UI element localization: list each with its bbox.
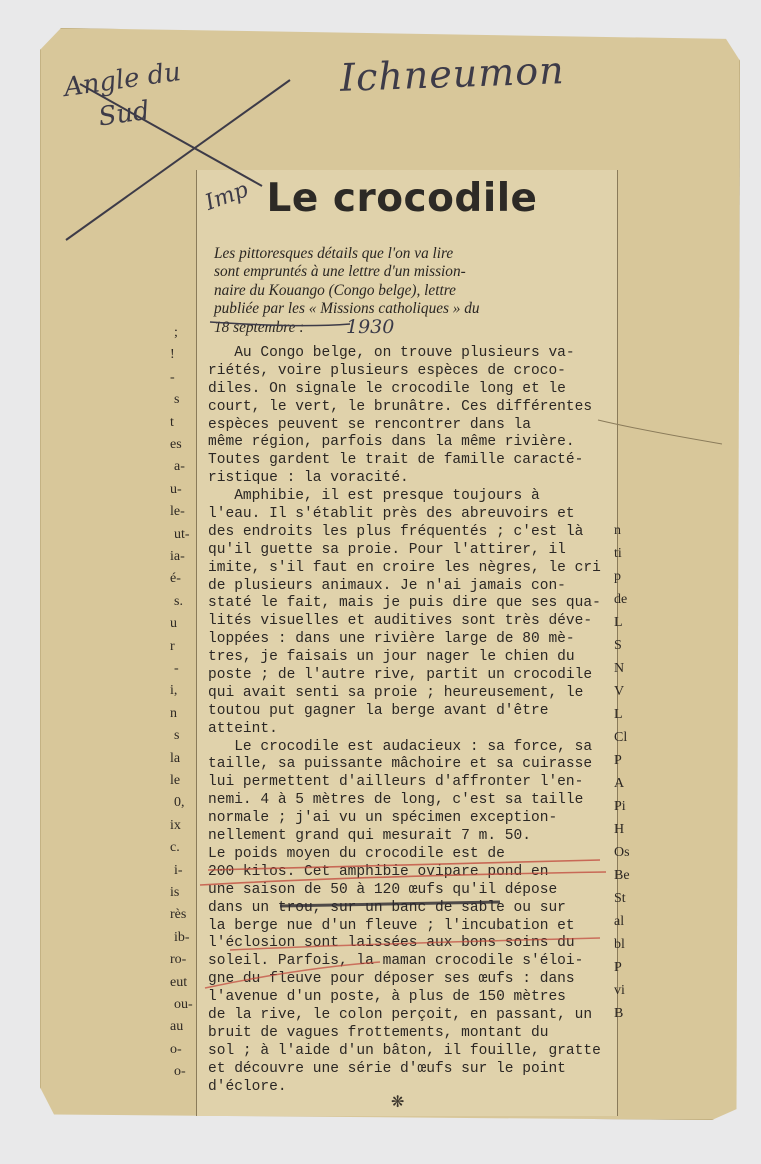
body-line: des endroits les plus fréquentés ; c'est là (208, 523, 584, 540)
left-fragment: c. (170, 840, 180, 856)
handwritten-line: Angle du (62, 57, 183, 104)
left-fragment: eut (170, 974, 188, 990)
body-line: riétés, voire plusieurs espèces de croco- (208, 362, 566, 379)
body-line: même région, parfois dans la même rivière. (208, 434, 575, 451)
left-fragment: s. (174, 593, 183, 609)
left-fragment: u- (170, 481, 182, 497)
left-fragment: i, (170, 683, 178, 699)
left-fragment: s (174, 728, 180, 744)
body-line: 200 kilos. Cet amphibie ovipare pond en (208, 863, 549, 880)
body-line: de la rive, le colon perçoit, en passant, un (208, 1006, 593, 1023)
left-fragment: s (174, 392, 180, 408)
body-line: sol ; à l'aide d'un bâton, il fouille, gratte (208, 1042, 601, 1059)
right-fragment: ti (614, 546, 622, 561)
right-fragment: V (614, 684, 625, 699)
strike-line (66, 80, 290, 240)
left-fragment: i- (174, 862, 183, 878)
left-fragment: ix (170, 817, 181, 833)
strike-line (80, 84, 262, 186)
body-line: gne du fleuve pour déposer ses œufs : dans (208, 971, 575, 988)
left-fragment: t (170, 414, 174, 430)
red-mark (230, 938, 600, 950)
intro-line: 18 septembre : (214, 318, 305, 336)
body-line: diles. On signale le crocodile long et le (208, 380, 566, 397)
body-line: Amphibie, il est presque toujours à (208, 488, 540, 505)
left-fragment: ! (170, 347, 175, 363)
body-line: ristique : la voracité. (208, 470, 409, 487)
body-line: nemi. 4 à 5 mètres de long, c'est sa taille (208, 792, 584, 809)
right-fragment: A (614, 776, 625, 791)
handwritten-year: 1930 (346, 316, 395, 338)
body-line: court, le vert, le brunâtre. Ces différentes (208, 398, 593, 415)
body-line: lités visuelles et auditives sont très déve- (208, 613, 593, 630)
left-fragment: a- (174, 459, 185, 475)
right-fragment: H (614, 822, 625, 837)
pencil-underline (210, 322, 350, 326)
article-headline: Le crocodile (266, 176, 538, 221)
left-fragment: u (170, 616, 177, 632)
right-fragment: L (614, 707, 623, 722)
body-line: soleil. Parfois, la maman crocodile s'éloi- (208, 953, 584, 970)
red-mark (208, 860, 600, 870)
body-line: Toutes gardent le trait de famille caracté- (208, 452, 584, 469)
left-fragment: is (170, 885, 180, 900)
red-mark (200, 872, 606, 885)
left-fragment: es (170, 437, 182, 452)
body-line: d'éclore. (208, 1078, 287, 1095)
body-line: taille, sa puissante mâchoire et sa cuirasse (208, 756, 593, 773)
ink-strike (280, 902, 500, 906)
left-fragment: é- (170, 571, 181, 587)
body-line: staté le fait, mais je puis dire que ses qua- (208, 595, 601, 612)
left-fragment: ; (174, 325, 178, 340)
right-fragment: B (614, 1006, 624, 1021)
left-fragment: o- (170, 1041, 182, 1057)
left-fragment: - (170, 369, 175, 385)
body-line: l'avenue d'un poste, à plus de 150 mètres (208, 989, 566, 1006)
body-line: de plusieurs animaux. Je n'ai jamais con- (208, 577, 566, 594)
right-fragment: de (614, 592, 628, 607)
body-line: nellement grand qui mesurait 7 m. 50. (208, 828, 531, 845)
body-line: l'éclosion sont laissées aux bons soins du (208, 935, 575, 952)
body-line: loppées : dans une rivière large de 80 mè- (208, 631, 575, 648)
handwritten-side-mark: Imp (202, 177, 252, 216)
right-fragment: Pi (614, 799, 626, 814)
body-line: qui avait senti sa proie ; heureusement, le (208, 684, 584, 701)
left-fragment: r (170, 638, 175, 654)
left-fragment: o- (174, 1064, 186, 1080)
handwritten-line: Sud (96, 95, 152, 133)
body-line: l'eau. Il s'établit près des abreuvoirs et (208, 506, 575, 523)
body-line: bruit de vagues frottements, montant du (208, 1024, 549, 1041)
body-line: Le crocodile est audacieux : sa force, sa (208, 738, 593, 755)
body-line: imite, s'il faut en croire les nègres, le cri (208, 559, 601, 576)
body-line: dans un trou, sur un banc de sable ou sur (208, 899, 566, 916)
intro-line: naire du Kouango (Congo belge), lettre (214, 281, 456, 299)
intro-line: sont empruntés à une lettre d'un mission- (214, 263, 466, 281)
body-line: et découvre une série d'œufs sur le point (208, 1060, 566, 1077)
left-fragment: la (170, 750, 181, 766)
body-line: Le poids moyen du crocodile est de (208, 845, 505, 862)
right-fragment: S (614, 638, 622, 653)
right-fragment: n (614, 523, 621, 538)
left-fragment: le (170, 773, 181, 788)
left-fragment: le- (170, 504, 185, 520)
left-fragment: n (170, 705, 177, 721)
body-line: toutou put gagner la berge avant d'être (208, 702, 549, 719)
red-mark (205, 962, 380, 988)
handwritten-note-top: Ichneumon (339, 48, 566, 100)
right-fragment: al (614, 914, 625, 929)
left-fragment: ou- (174, 997, 193, 1012)
left-fragment: 0, (174, 795, 185, 811)
body-line: la berge nue d'un fleuve ; l'incubation et (208, 917, 575, 934)
right-fragment: P (614, 960, 622, 975)
right-fragment: vi (614, 983, 625, 998)
body-line: qu'il guette sa proie. Pour l'attirer, il (208, 541, 566, 558)
tear-line (598, 420, 722, 444)
intro-line: publiée par les « Missions catholiques » du (214, 300, 480, 318)
left-fragment: - (174, 661, 179, 676)
right-fragment: bl (614, 937, 625, 952)
ornament-icon: ❋ (391, 1092, 405, 1111)
body-line: une saison de 50 à 120 œufs qu'il dépose (208, 881, 558, 898)
left-fragment: au (170, 1019, 184, 1035)
body-line: poste ; de l'autre rive, partit un crocodile (208, 667, 593, 684)
left-fragment: ib- (174, 929, 190, 945)
body-line: lui permettent d'ailleurs d'affronter l'en- (208, 774, 584, 791)
right-fragment: St (614, 891, 626, 906)
body-line: tres, je faisais un jour nager le chien du (208, 649, 575, 666)
body-line: normale ; j'ai vu un spécimen exception- (208, 810, 558, 827)
right-fragment: p (614, 569, 621, 584)
body-line: espèces peuvent se rencontrer dans la (208, 416, 531, 433)
right-fragment: P (614, 753, 622, 768)
intro-line: Les pittoresques détails que l'on va lire (214, 245, 454, 262)
left-fragment: ia- (170, 549, 185, 564)
body-line: Au Congo belge, on trouve plusieurs va- (208, 345, 575, 361)
right-fragment: Be (614, 868, 630, 883)
right-fragment: Os (614, 845, 630, 860)
left-fragment: ro- (170, 952, 187, 968)
right-fragment: N (614, 661, 625, 676)
left-fragment: rès (170, 907, 187, 923)
body-line: atteint. (208, 720, 278, 737)
right-fragment: L (614, 615, 623, 630)
left-fragment: ut- (174, 526, 190, 542)
right-fragment: Cl (614, 730, 628, 745)
